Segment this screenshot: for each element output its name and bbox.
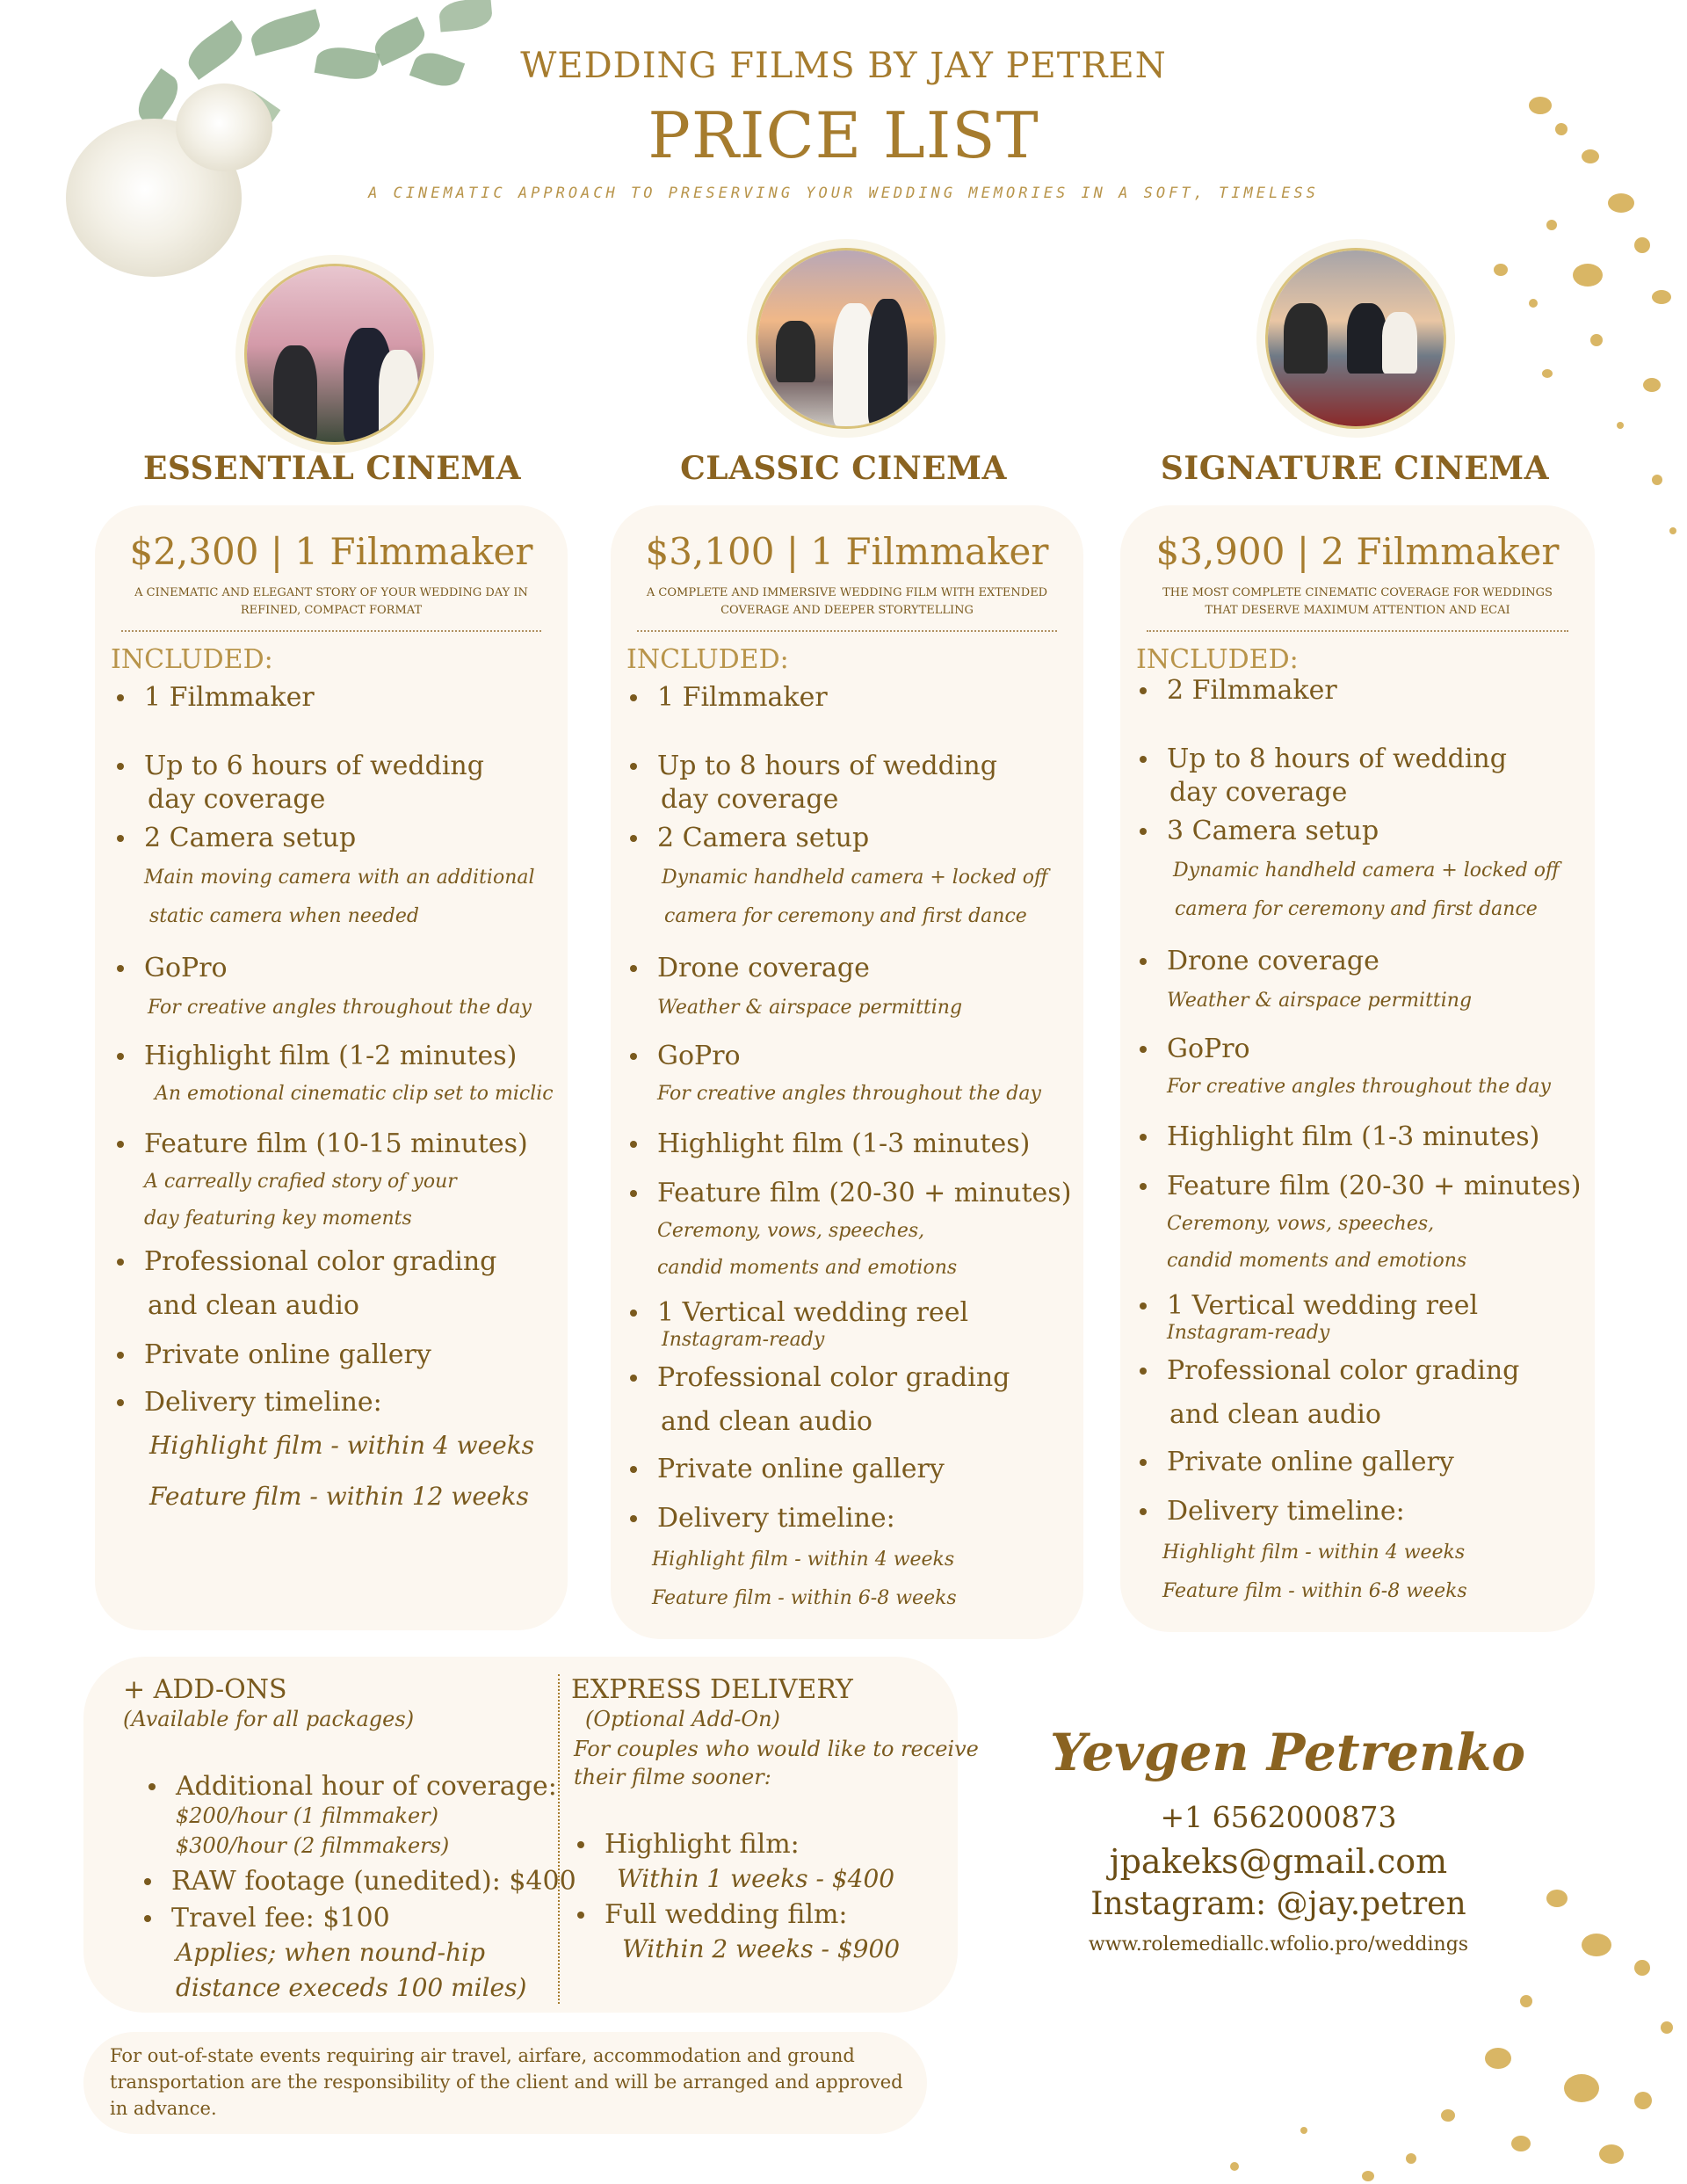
- item-detail: Applies; when nound-hip: [176, 1938, 486, 1967]
- list-item: Highlight film (1-3 minutes): [657, 1128, 1030, 1161]
- item-detail: candid moments and emotions: [657, 1257, 958, 1279]
- package-price: $3,100 | 1 Filmmaker: [645, 530, 1049, 573]
- essential-package-name: ESSENTIAL CINEMA: [142, 450, 521, 487]
- addons-subtitle: (Available for all packages): [123, 1707, 415, 1731]
- item-detail: Within 1 weeks - $400: [617, 1864, 895, 1893]
- package-price: $2,300 | 1 Filmmaker: [129, 530, 533, 573]
- list-item: GoPro: [657, 1040, 741, 1073]
- list-item: Additional hour of coverage:: [176, 1770, 557, 1803]
- list-item: Up to 8 hours of wedding: [657, 750, 997, 783]
- item-detail: camera for ceremony and first dance: [664, 905, 1027, 927]
- list-item: Delivery timeline:: [657, 1502, 895, 1535]
- classic-package-card: [611, 505, 1083, 1639]
- list-item: GoPro: [1167, 1033, 1250, 1066]
- item-detail: candid moments and emotions: [1167, 1250, 1467, 1272]
- list-item: Delivery timeline:: [1167, 1495, 1405, 1528]
- list-item: 2 Camera setup: [657, 822, 869, 855]
- list-item: Private online gallery: [657, 1453, 945, 1486]
- item-detail: Within 2 weeks - $900: [622, 1934, 901, 1963]
- included-label: INCLUDED:: [1136, 644, 1299, 675]
- item-detail: $200/hour (1 filmmaker): [176, 1803, 438, 1828]
- signature-wedding-photo: [1265, 248, 1446, 429]
- package-description: A COMPLETE AND IMMERSIVE WEDDING FILM WITH EXTENDED COVERAGE AND DEEPER STORYTELLING: [646, 586, 1048, 617]
- item-detail: Dynamic handheld camera + locked off: [1173, 860, 1560, 882]
- signature: Yevgen Petrenko: [1050, 1723, 1526, 1782]
- list-item-continued: and clean audio: [661, 1406, 872, 1437]
- express-intro: For couples who would like to receive: [574, 1737, 979, 1761]
- delivery-detail: Feature film - within 6-8 weeks: [652, 1587, 957, 1609]
- list-item: Travel fee: $100: [171, 1902, 390, 1935]
- express-title: EXPRESS DELIVERY: [571, 1674, 853, 1705]
- list-item: Drone coverage: [657, 952, 870, 985]
- delivery-detail: Feature film - within 12 weeks: [149, 1482, 529, 1511]
- list-item: Up to 8 hours of wedding: [1167, 743, 1507, 776]
- page-title: PRICE LIST: [648, 98, 1039, 172]
- item-detail: $300/hour (2 filmmakers): [176, 1833, 450, 1858]
- signature-package-name: SIGNATURE CINEMA: [1160, 450, 1550, 487]
- list-item: Delivery timeline:: [144, 1386, 382, 1419]
- item-detail: Dynamic handheld camera + locked off: [662, 867, 1048, 889]
- delivery-detail: Feature film - within 6-8 weeks: [1162, 1580, 1467, 1602]
- item-detail: Main moving camera with an additional: [144, 867, 535, 889]
- list-item: Professional color grading: [144, 1245, 496, 1279]
- package-description: THE MOST COMPLETE CINEMATIC COVERAGE FOR WEDDINGS THAT DESERVE MAXIMUM ATTENTION AND ECAI: [1162, 586, 1553, 617]
- list-item: 2 Filmmaker: [1167, 674, 1337, 707]
- list-item-continued: day coverage: [148, 784, 326, 815]
- website-url: www.rolemediallc.wfolio.pro/weddings: [1088, 1934, 1469, 1955]
- list-item: Highlight film (1-3 minutes): [1167, 1121, 1539, 1154]
- item-detail: Ceremony, vows, speeches,: [1167, 1213, 1435, 1235]
- item-detail: Instagram-ready: [1167, 1322, 1330, 1344]
- package-price: $3,900 | 2 Filmmaker: [1155, 530, 1560, 573]
- list-item: Drone coverage: [1167, 945, 1379, 978]
- list-item-continued: and clean audio: [1169, 1399, 1381, 1430]
- express-subtitle: (Optional Add-On): [585, 1707, 780, 1731]
- list-item: GoPro: [144, 952, 228, 985]
- express-intro: their filme sooner:: [574, 1765, 771, 1789]
- list-item: 3 Camera setup: [1167, 815, 1379, 848]
- list-item: Feature film (20-30 + minutes): [1167, 1170, 1581, 1203]
- list-item: 2 Camera setup: [144, 822, 356, 855]
- travel-note-text: For out-of-state events requiring air travel, airfare, accommodation and ground transportation are the responsibility of the client and will be arranged and approved in advance.: [110, 2045, 903, 2119]
- item-detail: Ceremony, vows, speeches,: [657, 1220, 925, 1242]
- divider: [637, 630, 1057, 632]
- list-item: Feature film (10-15 minutes): [144, 1128, 528, 1161]
- list-item: Up to 6 hours of wedding: [144, 750, 484, 783]
- essential-package-card: [95, 505, 568, 1630]
- list-item-continued: day coverage: [1169, 777, 1348, 808]
- list-item: Feature film (20-30 + minutes): [657, 1177, 1071, 1210]
- list-item: RAW footage (unedited): $400: [171, 1865, 576, 1898]
- phone-number: +1 6562000873: [1160, 1800, 1397, 1834]
- item-detail: An emotional cinematic clip set to miclic: [155, 1083, 554, 1105]
- classic-wedding-photo: [756, 248, 937, 429]
- email-address: jpakeks@gmail.com: [1109, 1842, 1448, 1881]
- list-item: 1 Vertical wedding reel: [657, 1296, 968, 1330]
- addons-title: + ADD-ONS: [123, 1674, 287, 1705]
- list-item: 1 Filmmaker: [657, 681, 828, 715]
- package-description: A CINEMATIC AND ELEGANT STORY OF YOUR WEDDING DAY IN REFINED, COMPACT FORMAT: [134, 586, 528, 617]
- list-item: Private online gallery: [144, 1339, 431, 1372]
- item-detail: day featuring key moments: [144, 1208, 412, 1230]
- list-item: 1 Filmmaker: [144, 681, 315, 715]
- signature-package-card: [1120, 505, 1595, 1632]
- item-detail: For creative angles throughout the day: [1167, 1076, 1551, 1098]
- item-detail: static camera when needed: [149, 905, 419, 927]
- item-detail: A carreally crafied story of your: [144, 1171, 457, 1193]
- divider: [558, 1674, 560, 2004]
- item-detail: For creative angles throughout the day: [657, 1083, 1041, 1105]
- item-detail: Weather & airspace permitting: [657, 997, 963, 1019]
- divider: [121, 630, 541, 632]
- included-label: INCLUDED:: [111, 644, 273, 675]
- essential-wedding-photo: [244, 264, 425, 445]
- list-item: Highlight film (1-2 minutes): [144, 1040, 517, 1073]
- brand-name: WEDDING FILMS BY JAY PETREN: [520, 46, 1167, 86]
- included-label: INCLUDED:: [626, 644, 789, 675]
- divider: [1147, 630, 1568, 632]
- item-detail: Weather & airspace permitting: [1167, 990, 1473, 1012]
- item-detail: distance execeds 100 miles): [176, 1973, 527, 2002]
- delivery-detail: Highlight film - within 4 weeks: [1162, 1542, 1466, 1564]
- tagline: A CINEMATIC APPROACH TO PRESERVING YOUR WEDDING MEMORIES IN A SOFT, TIMELESS: [368, 185, 1319, 202]
- delivery-detail: Highlight film - within 4 weeks: [652, 1549, 955, 1571]
- list-item: 1 Vertical wedding reel: [1167, 1289, 1478, 1323]
- list-item: Professional color grading: [1167, 1354, 1519, 1388]
- item-detail: Instagram-ready: [662, 1329, 825, 1351]
- instagram-handle: Instagram: @jay.petren: [1090, 1886, 1466, 1922]
- list-item: Private online gallery: [1167, 1446, 1454, 1479]
- item-detail: For creative angles throughout the day: [148, 997, 532, 1019]
- item-detail: camera for ceremony and first dance: [1175, 898, 1538, 920]
- delivery-detail: Highlight film - within 4 weeks: [149, 1431, 535, 1460]
- list-item: Professional color grading: [657, 1361, 1010, 1395]
- classic-package-name: CLASSIC CINEMA: [680, 450, 1007, 487]
- travel-note: [83, 2032, 927, 2134]
- list-item-continued: day coverage: [661, 784, 839, 815]
- list-item-continued: and clean audio: [148, 1290, 359, 1321]
- list-item: Highlight film:: [605, 1828, 800, 1861]
- list-item: Full wedding film:: [605, 1898, 848, 1932]
